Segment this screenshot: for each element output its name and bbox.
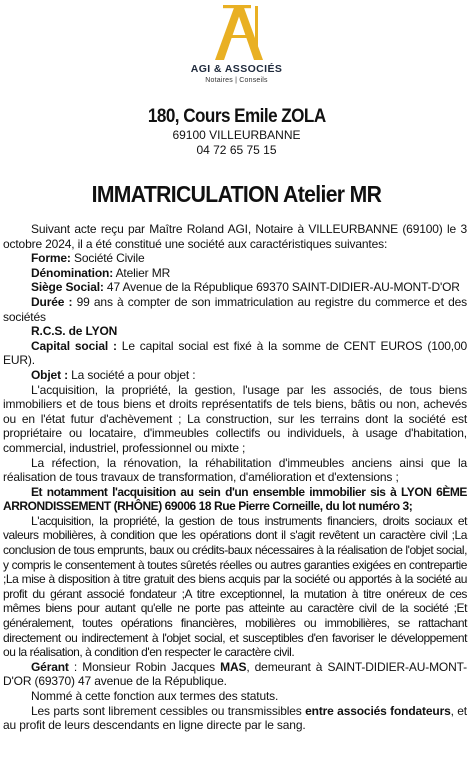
- denomination-line: Dénomination: Atelier MR: [31, 265, 171, 280]
- forme-line: Forme: Société Civile: [31, 251, 145, 266]
- firm-logo: [0, 2, 473, 84]
- objet-paragraph-4: L'acquisition, la propriété, la gestion de tous instruments financiers, droits sociaux et valeurs mobilières, à condition que les opérations dont il s'agit revêtent un caractère civil ;La conclusion de tous emprunts, baux ou crédits-baux nécessaires à la réalisation de l'objet social, y compris le consentement à toutes sûretés réelles ou autres garanties exigées en contrepartie ;La mise à disposition à titre gratuit des biens acquis par la société ou apportés à la société au profit du gérant associé fondateur ;A titre exceptionnel, la mutation à titre onéreux de ces mêmes biens pour autant qu'elle ne porte pas atteinte au caractère civil de la société ;Et généralement, toutes opérations financières, mobilières ou immobilières, se rattachant directement ou indirectement à l'objet social, et susceptibles d'en favoriser le développement ou la réalisation, à condition d'en respecter le caractère civil.: [3, 513, 467, 660]
- objet-paragraph-2: La réfection, la rénovation, la réhabilitation d'immeubles anciens ainsi que la réalisation de tous travaux de transformation, d'amélioration et d'extensions ;: [3, 455, 467, 485]
- agi-monogram-icon: [206, 2, 268, 62]
- notice-body: [3, 222, 467, 733]
- headline-text: IMMATRICULATION Atelier MR: [91, 181, 382, 207]
- objet-paragraph-1: L'acquisition, la propriété, la gestion, l'usage par les associés, de tous biens immobiliers et de tous biens et droits représentatifs de tels biens, bâtis ou non, achevés ou en l'état futur d'achèvement ; La construction, sur les terrains dont la société est propriétaire ou locataire, d'immeubles collectifs ou individuels, à usage d'habitation, commercial, industriel, professionnel ou mixte ;: [3, 382, 467, 455]
- objet-line: Objet : La société a pour objet :: [31, 367, 196, 382]
- firm-name: AGI & ASSOCIÉS: [190, 63, 283, 75]
- parts-paragraph: Les parts sont librement cessibles ou transmissibles entre associés fondateurs, et au profit de leurs descendants en ligne directe par le sang.: [3, 703, 467, 733]
- address-phone: 04 72 65 75 15: [196, 143, 277, 157]
- siege-line: Siège Social: 47 Avenue de la République 69370 SAINT-DIDIER-AU-MONT-D'OR: [31, 280, 460, 295]
- objet-paragraph-3: Et notamment l'acquisition au sein d'un ensemble immobilier sis à LYON 6ÈME ARRONDISSEMENT (RHÔNE) 69006 18 Rue Pierre Corneille, du lot numéro 3;: [3, 484, 467, 514]
- intro-paragraph: Suivant acte reçu par Maître Roland AGI, Notaire à VILLEURBANNE (69100) le 3 octobre 2024, il a été constitué une société aux caractéristiques suivantes:: [3, 222, 467, 251]
- gerant-paragraph: Gérant : Monsieur Robin Jacques MAS, demeurant à SAINT-DIDIER-AU-MONT-D'OR (69370) 47 avenue de la République.: [3, 659, 467, 689]
- firm-tagline: Notaires | Conseils: [205, 77, 268, 84]
- capital-line: Capital social : Le capital social est fixé à la somme de CENT EUROS (100,00 EUR).: [3, 338, 467, 368]
- address-city: 69100 VILLEURBANNE: [172, 128, 301, 142]
- duree-line: Durée : 99 ans à compter de son immatriculation au registre du commerce et des sociétés: [3, 294, 467, 324]
- address-street: 180, Cours Emile ZOLA: [147, 106, 326, 127]
- notice-headline: [0, 181, 473, 208]
- office-address: [0, 106, 473, 158]
- nomination-line: Nommé à cette fonction aux termes des statuts.: [31, 689, 279, 703]
- rcs-line: R.C.S. de LYON: [31, 324, 118, 339]
